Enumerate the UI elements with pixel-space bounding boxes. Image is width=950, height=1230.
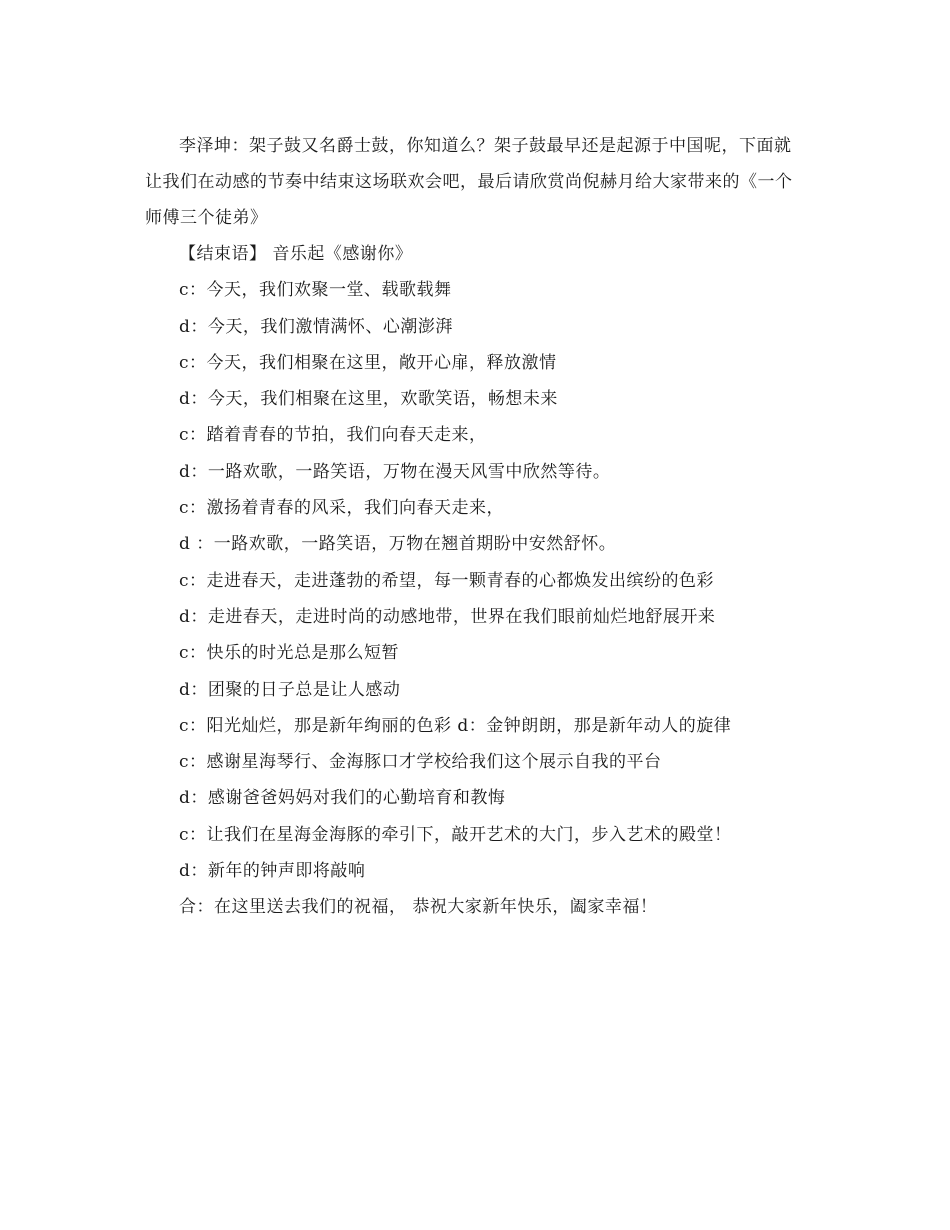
script-line: d：今天，我们激情满怀、心潮澎湃 (179, 316, 453, 337)
script-line: c：走进春天，走进蓬勃的希望，每一颗青春的心都焕发出缤纷的色彩 (179, 570, 715, 591)
document-body (145, 128, 805, 926)
script-line: d：团聚的日子总是让人感动 (179, 679, 401, 700)
script-line: d：一路欢歌，一路笑语，万物在漫天风雪中欣然等待。 (179, 461, 611, 482)
script-line: c：激扬着青春的风采，我们向春天走来， (179, 498, 505, 519)
closing-line: 合：在这里送去我们的祝福， 恭祝大家新年快乐，阖家幸福！ (179, 897, 658, 918)
script-line: c：踏着青春的节拍，我们向春天走来， (179, 425, 487, 446)
script-line: c：阳光灿烂，那是新年绚丽的色彩 d：金钟朗朗，那是新年动人的旋律 (179, 715, 732, 736)
intro-paragraph: 李泽坤：架子鼓又名爵士鼓，你知道么？架子鼓最早还是起源于中国呢，下面就让我们在动感的节奏中结束这场联欢会吧，最后请欣赏尚倪赫月给大家带来的《一个师傅三个徒弟》 (145, 136, 793, 228)
script-line: d ：一路欢歌，一路笑语，万物在翘首期盼中安然舒怀。 (179, 534, 617, 555)
script-line: d：新年的钟声即将敲响 (179, 861, 366, 882)
script-line: c：今天，我们欢聚一堂、载歌载舞 (179, 280, 452, 301)
script-line: d：走进春天，走进时尚的动感地带，世界在我们眼前灿烂地舒展开来 (179, 606, 716, 627)
script-line: c：快乐的时光总是那么短暂 (179, 643, 400, 664)
script-line: c：今天，我们相聚在这里，敞开心扉，释放激情 (179, 352, 557, 373)
script-line: d：感谢爸爸妈妈对我们的心勤培育和教悔 (179, 788, 506, 809)
script-line: c：感谢星海琴行、金海豚口才学校给我们这个展示自我的平台 (179, 752, 662, 773)
closing-heading: 【结束语】 音乐起《感谢你》 (179, 244, 413, 264)
script-line: d：今天，我们相聚在这里，欢歌笑语，畅想未来 (179, 389, 558, 410)
script-line: c：让我们在星海金海豚的牵引下，敲开艺术的大门，步入艺术的殿堂！ (179, 824, 732, 845)
